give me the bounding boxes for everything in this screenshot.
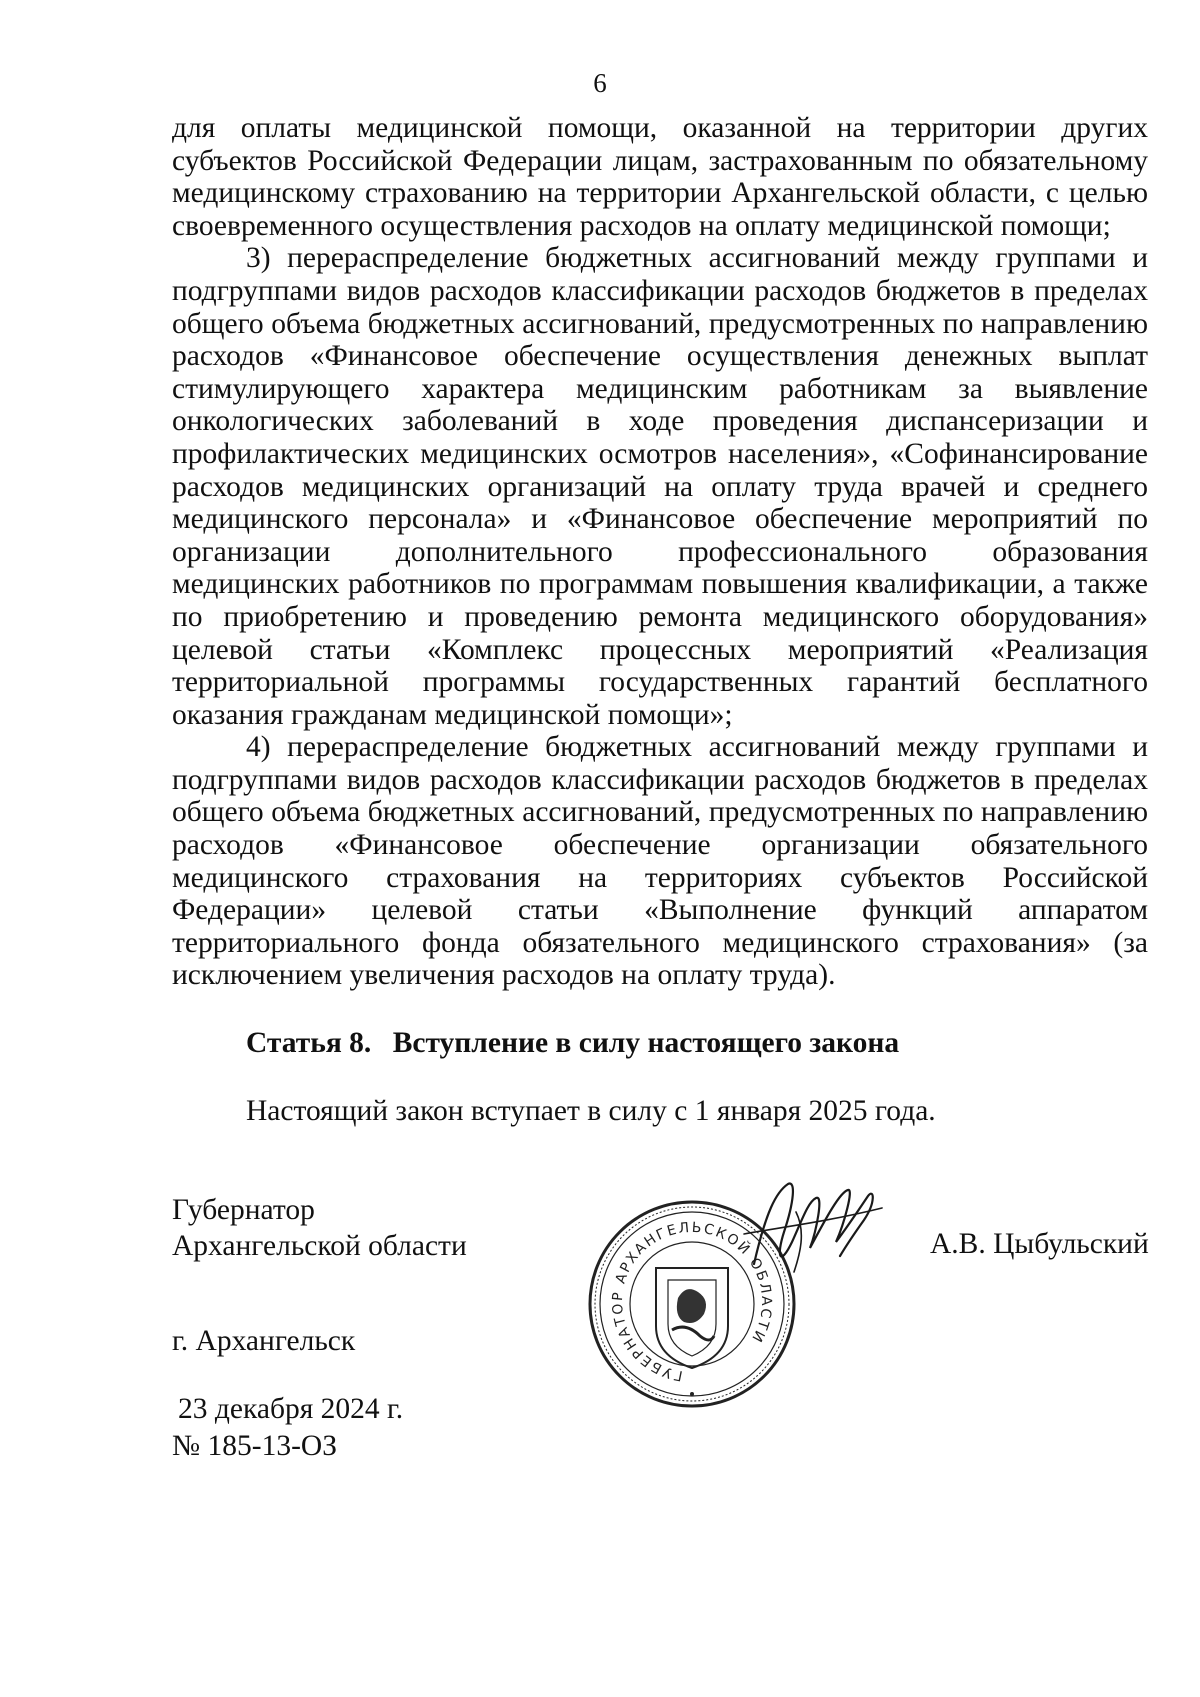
signing-date: 23 декабря 2024 г. (178, 1393, 404, 1425)
paragraph-item-4: 4) перераспределение бюджетных ассигнований между группами и подгруппами видов расходов классификации расходов бюджетов в пределах общего объема бюджетных ассигнований, предусмотренных по направлению расходов «Финансовое обеспечение организации обязательного медицинского страхования на территориях субъектов Российской Федерации» целевой статьи «Выполнение функций аппаратом территориального фонда обязательного медицинского страхования» (за исключением увеличения расходов на оплату труда). (172, 731, 1148, 992)
signer-position (172, 1192, 467, 1264)
document-number: № 185-13-ОЗ (172, 1430, 338, 1462)
article-title: Вступление в силу настоящего закона (392, 1027, 900, 1059)
city: г. Архангельск (172, 1325, 356, 1357)
paragraph-item-3: 3) перераспределение бюджетных ассигнований между группами и подгруппами видов расходов классификации расходов бюджетов в пределах общего объема бюджетных ассигнований, предусмотренных по направлению расходов «Финансовое обеспечение осуществления денежных выплат стимулирующего характера медицинским работникам за выявление онкологических заболеваний в ходе проведения диспансеризации и профилактических медицинских осмотров населения», «Софинансирование расходов медицинских организаций на оплату труда врачей и среднего медицинского персонала» и «Финансовое обеспечение мероприятий по организации дополнительного профессионального образования медицинских работников по программам повышения квалификации, а также по приобретению и проведению ремонта медицинского оборудования» целевой статьи «Комплекс процессных мероприятий «Реализация территориальной программы государственных гарантий бесплатного оказания гражданам медицинской помощи»; (172, 242, 1148, 731)
signer-name: А.В. Цыбульский (930, 1228, 1149, 1260)
handwritten-signature (736, 1172, 886, 1282)
article-heading (246, 1027, 899, 1060)
article-number: Статья 8. (246, 1027, 372, 1059)
body-text (172, 112, 1148, 992)
signer-position-line1: Губернатор (172, 1194, 315, 1226)
paragraph-continuation: для оплаты медицинской помощи, оказанной на территории других субъектов Российской Федерации лицам, застрахованным по обязательному медицинскому страхованию на территории Архангельской области, с целью своевременного осуществления расходов на оплату медицинской помощи; (172, 112, 1148, 242)
article-text: Настоящий закон вступает в силу с 1 января 2025 года. (246, 1095, 936, 1127)
page-number: 6 (593, 68, 607, 98)
signer-position-line2: Архангельской области (172, 1230, 467, 1262)
seal-ring-text: ГУБЕРНАТОР АРХАНГЕЛЬСКОЙ ОБЛАСТИ (609, 1219, 775, 1384)
